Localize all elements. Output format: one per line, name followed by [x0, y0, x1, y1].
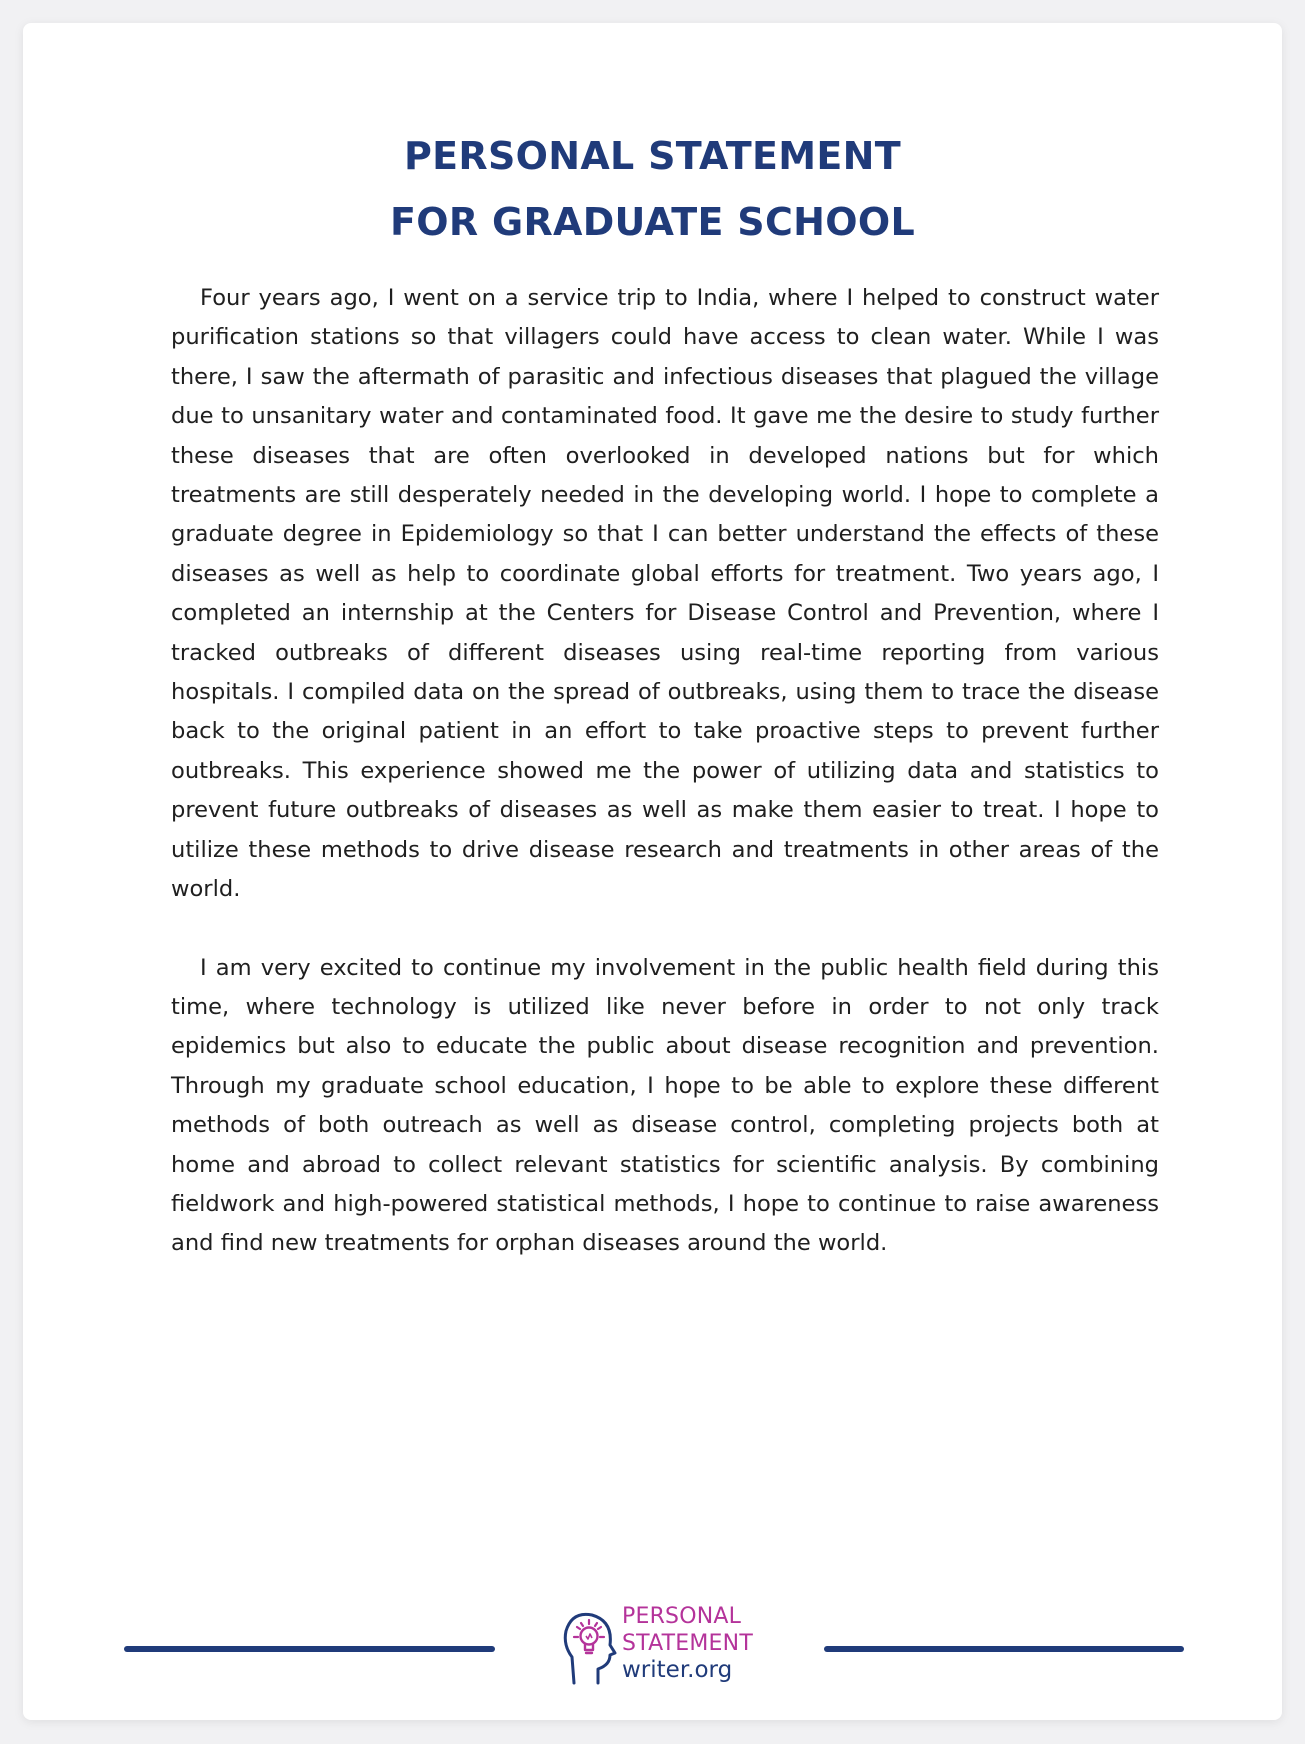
- statement-body: [171, 279, 1159, 1303]
- paragraph-1: Four years ago, I went on a service trip to India, where I helped to construct water purification stations so that villagers could have access to clean water. While I was there, I saw the aftermath of parasitic and infectious diseases that plagued the village due to unsanitary water and contaminated food. It gave me the desire to study further these diseases that are often overlooked in developed nations but for which treatments are still desperately needed in the developing world. I hope to complete a graduate degree in Epidemiology so that I can better understand the effects of these diseases as well as help to coordinate global efforts for treatment. Two years ago, I completed an internship at the Centers for Disease Control and Prevention, where I tracked outbreaks of different diseases using real-time reporting from various hospitals. I compiled data on the spread of outbreaks, using them to trace the disease back to the original patient in an effort to take proactive steps to prevent further outbreaks. This experience showed me the power of utilizing data and statistics to prevent future outbreaks of diseases as well as make them easier to treat. I hope to utilize these methods to drive disease research and treatments in other areas of the world.: [171, 285, 1159, 903]
- head-lightbulb-icon: [558, 1603, 620, 1687]
- document-page: [23, 23, 1282, 1720]
- logo-line-3: writer.org: [622, 1657, 733, 1683]
- title-line-2: FOR GRADUATE SCHOOL: [390, 200, 915, 244]
- brand-logo: [558, 1601, 778, 1693]
- logo-wordmark: [622, 1603, 753, 1684]
- logo-line-1: PERSONAL: [622, 1604, 742, 1629]
- footer-rule-right: [824, 1646, 1184, 1652]
- page-title: [23, 123, 1282, 255]
- footer-rule-left: [124, 1646, 495, 1652]
- paragraph-2: I am very excited to continue my involvement in the public health field during this time, where technology is utilized like never before in order to not only track epidemics but also to educate the public about disease recognition and prevention. Through my graduate school education, I hope to be able to explore these different methods of both outreach as well as disease control, completing projects both at home and abroad to collect relevant statistics for scientific analysis. By combining fieldwork and high-powered statistical methods, I hope to continue to raise awareness and find new treatments for orphan diseases around the world.: [171, 954, 1159, 1257]
- title-line-1: PERSONAL STATEMENT: [404, 134, 901, 178]
- logo-line-2: STATEMENT: [622, 1631, 753, 1656]
- page-footer: [23, 1583, 1282, 1693]
